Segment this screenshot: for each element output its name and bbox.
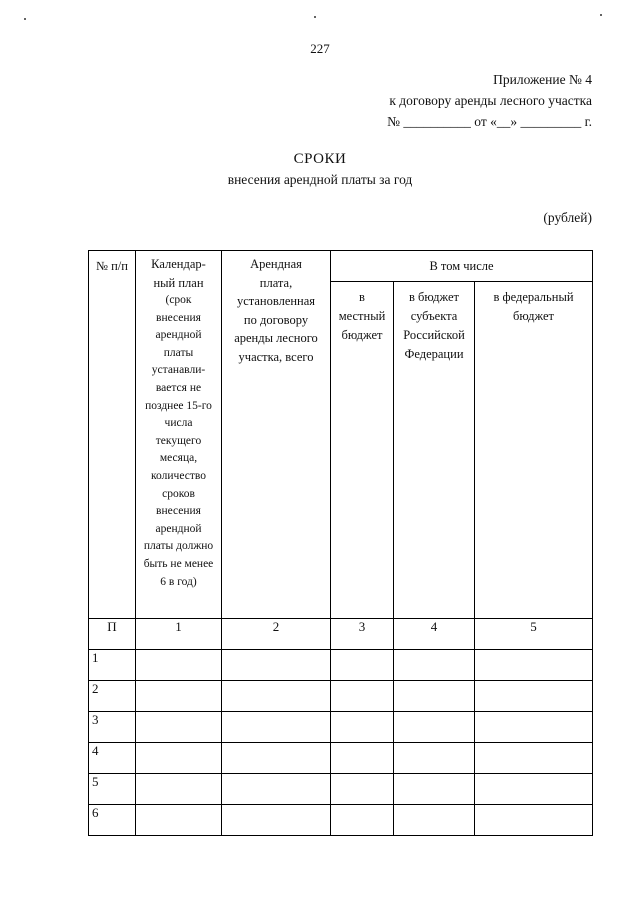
table-cell	[475, 712, 593, 743]
table-row	[89, 681, 593, 712]
scan-speck	[24, 18, 26, 20]
column-number: 1	[136, 619, 222, 650]
document-subtitle: внесения арендной платы за год	[227, 172, 413, 187]
row-number: 3	[89, 712, 136, 743]
contract-label: к договору аренды лесного участка	[389, 93, 592, 108]
document-title: СРОКИ	[293, 151, 347, 167]
table-row	[89, 712, 593, 743]
table-row	[89, 650, 593, 681]
table-cell	[222, 712, 331, 743]
payment-schedule-table	[88, 250, 593, 836]
col-number-header: № п/п	[89, 251, 136, 619]
column-numbers-row	[89, 619, 593, 650]
row-number: 2	[89, 681, 136, 712]
table-cell	[222, 743, 331, 774]
column-number: П	[89, 619, 136, 650]
table-cell	[475, 681, 593, 712]
table-cell	[222, 805, 331, 836]
appendix-label: Приложение № 4	[493, 72, 592, 87]
table-row	[89, 774, 593, 805]
col-regional-budget-header: в бюджет субъекта Российской Федерации	[394, 282, 475, 619]
table-cell	[394, 650, 475, 681]
table-cell	[394, 681, 475, 712]
table-cell	[222, 681, 331, 712]
table-cell	[331, 650, 394, 681]
table-row	[89, 743, 593, 774]
table-cell	[331, 681, 394, 712]
table-cell	[394, 743, 475, 774]
col-federal-budget-header: в федеральный бюджет	[475, 282, 593, 619]
table-cell	[136, 712, 222, 743]
table-cell	[475, 743, 593, 774]
page-number: 227	[310, 41, 330, 56]
table-cell	[475, 805, 593, 836]
table-cell	[331, 743, 394, 774]
table-cell	[394, 774, 475, 805]
table-cell	[136, 681, 222, 712]
column-number: 4	[394, 619, 475, 650]
table-cell	[136, 743, 222, 774]
table-cell	[394, 805, 475, 836]
table-cell	[331, 774, 394, 805]
column-number: 2	[222, 619, 331, 650]
column-number: 3	[331, 619, 394, 650]
scan-speck	[600, 14, 602, 16]
table-cell	[136, 650, 222, 681]
contract-number-line: № __________ от «__» _________ г.	[387, 114, 592, 129]
row-number: 5	[89, 774, 136, 805]
table-cell	[222, 650, 331, 681]
table-cell	[136, 805, 222, 836]
table-cell	[475, 650, 593, 681]
table-cell	[331, 712, 394, 743]
table-cell	[394, 712, 475, 743]
scan-speck	[314, 16, 316, 18]
col-rent-total-header: Арендная плата, установленная по договору аренды лесного участка, всего	[222, 251, 331, 619]
column-number: 5	[475, 619, 593, 650]
table-row	[89, 805, 593, 836]
row-number: 1	[89, 650, 136, 681]
units-label: (рублей)	[543, 210, 592, 225]
table-cell	[222, 774, 331, 805]
row-number: 6	[89, 805, 136, 836]
table-cell	[331, 805, 394, 836]
header-row	[89, 251, 593, 282]
col-local-budget-header: в местный бюджет	[331, 282, 394, 619]
table-cell	[475, 774, 593, 805]
col-group-header: В том числе	[331, 251, 593, 282]
col-calendar-plan-header: Календар- ный план (срок внесения арендной платы устанавли- вается не позднее 15-го числа текущего месяца, количество сроков внесения арендной платы должно быть не менее 6 в год)	[136, 251, 222, 619]
row-number: 4	[89, 743, 136, 774]
table-cell	[136, 774, 222, 805]
